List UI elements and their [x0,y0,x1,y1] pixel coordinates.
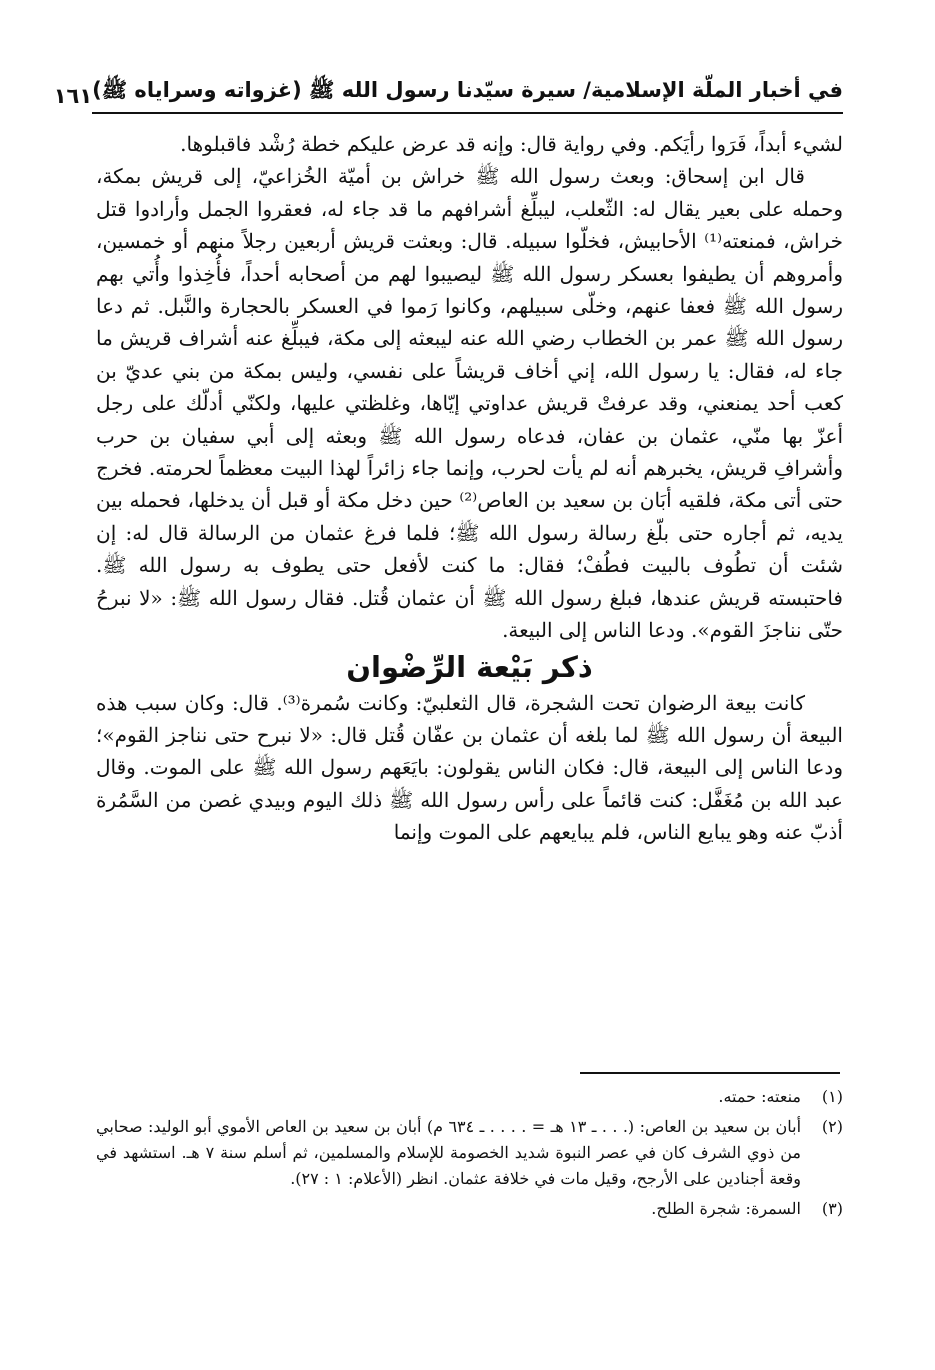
running-header [53,72,843,108]
footnote-number: (٣) [821,1199,843,1218]
running-header-title: في أخبار الملّة الإسلامية/ سيرة سيّدنا رسول الله ﷺ (غزواته وسراياه ﷺ) [92,78,843,102]
footnote [96,1196,843,1222]
footnote-text: السمرة: شجرة الطلح. [651,1199,801,1218]
header-rule [92,112,843,114]
footnotes [96,1084,843,1226]
footnote-separator [580,1072,840,1074]
footnote [96,1114,843,1192]
footnote-number: (٢) [821,1117,843,1136]
section-paragraph: كانت بيعة الرضوان تحت الشجرة، قال الثعلبيّ: وكانت سُمرة⁽³⁾. قال: وكان سبب هذه البيعة أن رسول الله ﷺ لما بلغه أن عثمان بن عفّان قُتل قال: «لا نبرح حتى نناجز القوم»؛ ودعا الناس إلى البيعة، قال: فكان الناس يقولون: بايَعَهم رسول الله ﷺ على الموت. وقال عبد الله بن مُغَفَّل: كنت قائماً على رأس رسول الله ﷺ ذلك اليوم وبيدي غصن من السَّمُرة أذبّ عنه وهو يبايع الناس، فلم يبايعهم على الموت وإنما [96,690,843,845]
footnote-number: (١) [821,1087,843,1106]
footnote-text: منعته: حمته. [718,1087,801,1106]
main-text [96,128,843,849]
section-heading: ذكر بَيْعة الرِّضْوان [346,649,593,684]
footnote-text: أبان بن سعيد بن العاص: (. . . ـ ١٣ هـ = . . . . ـ ٦٣٤ م) أبان بن سعيد بن العاص الأموي أبو الوليد: صحابي من ذوي الشرف كان في عصر النبوة شديد الخصومة للإسلام والمسلمين، ثم أسلم سنة ٧ هـ. استشهد في وقعة أجنادين على الأرجح، وقيل مات في خلافة عثمان. انظر (الأعلام: ١ : ٢٧). [96,1117,802,1188]
paragraph: قال ابن إسحاق: وبعث رسول الله ﷺ خراش بن أميّة الخُزاعيّ، إلى قريش بمكة، وحمله على بعير يقال له: الثّعلب، ليبلِّغ أشرافهم ما قد جاء له، فعقروا الجمل وأرادوا قتل خراش، فمنعته⁽¹⁾ الأحابيش، فخلّوا سبيله. قال: وبعثت قريش أربعين رجلاً منهم أو خمسين، وأمروهم أن يطيفوا بعسكر رسول الله ﷺ ليصيبوا لهم من أصحابه أحداً، فأُخِذوا وأُتي بهم رسول الله ﷺ فعفا عنهم، وخلّى سبيلهم، وكانوا رَموا في العسكر بالحجارة والنَّبل. ثم دعا رسول الله ﷺ عمر بن الخطاب رضي الله عنه ليبعثه إلى مكة، فيبلِّغ عنه أشراف قريش ما جاء له، فقال: يا رسول الله، إني أخاف قريشاً على نفسي، وليس بمكة من بني عديّ بن كعب أحد يمنعني، وقد عرفتْ قريش عداوتي إيّاها، وغلظتي عليها، ولكنّي أدلّك على رجل أعزّ بها منّي، عثمان بن عفان، فدعاه رسول الله ﷺ وبعثه إلى أبي سفيان بن حرب وأشرافِ قريش، يخبرهم أنه لم يأت لحرب، وإنما جاء زائراً لهذا البيت معظماً لحرمته. فخرج حتى أتى مكة، فلقيه أبَان بن سعيد بن العاص⁽²⁾ حين دخل مكة أو قبل أن يدخلها، فحمله بين يديه، ثم أجاره حتى بلّغ رسالة رسول الله ﷺ؛ فلما فرغ عثمان من الرسالة قال له: إن شئت أن تطُوف بالبيت فطُفْ؛ فقال: ما كنت لأفعل حتى يطوف به رسول الله ﷺ. فاحتبسته قريش عندها، فبلغ رسول الله ﷺ أن عثمان قُتل. فقال رسول الله ﷺ: «لا نبرحُ حتّى نناجزَ القوم». ودعا الناس إلى البيعة. [96,164,844,643]
paragraph-continued: لشيء أبداً، فَرَوا رأيَكم. وفي رواية قال: وإنه قد عرض عليكم خطة رُشْد فاقبلوها. [180,132,843,156]
footnote [96,1084,843,1110]
page-number: ١٦١ [53,84,93,108]
